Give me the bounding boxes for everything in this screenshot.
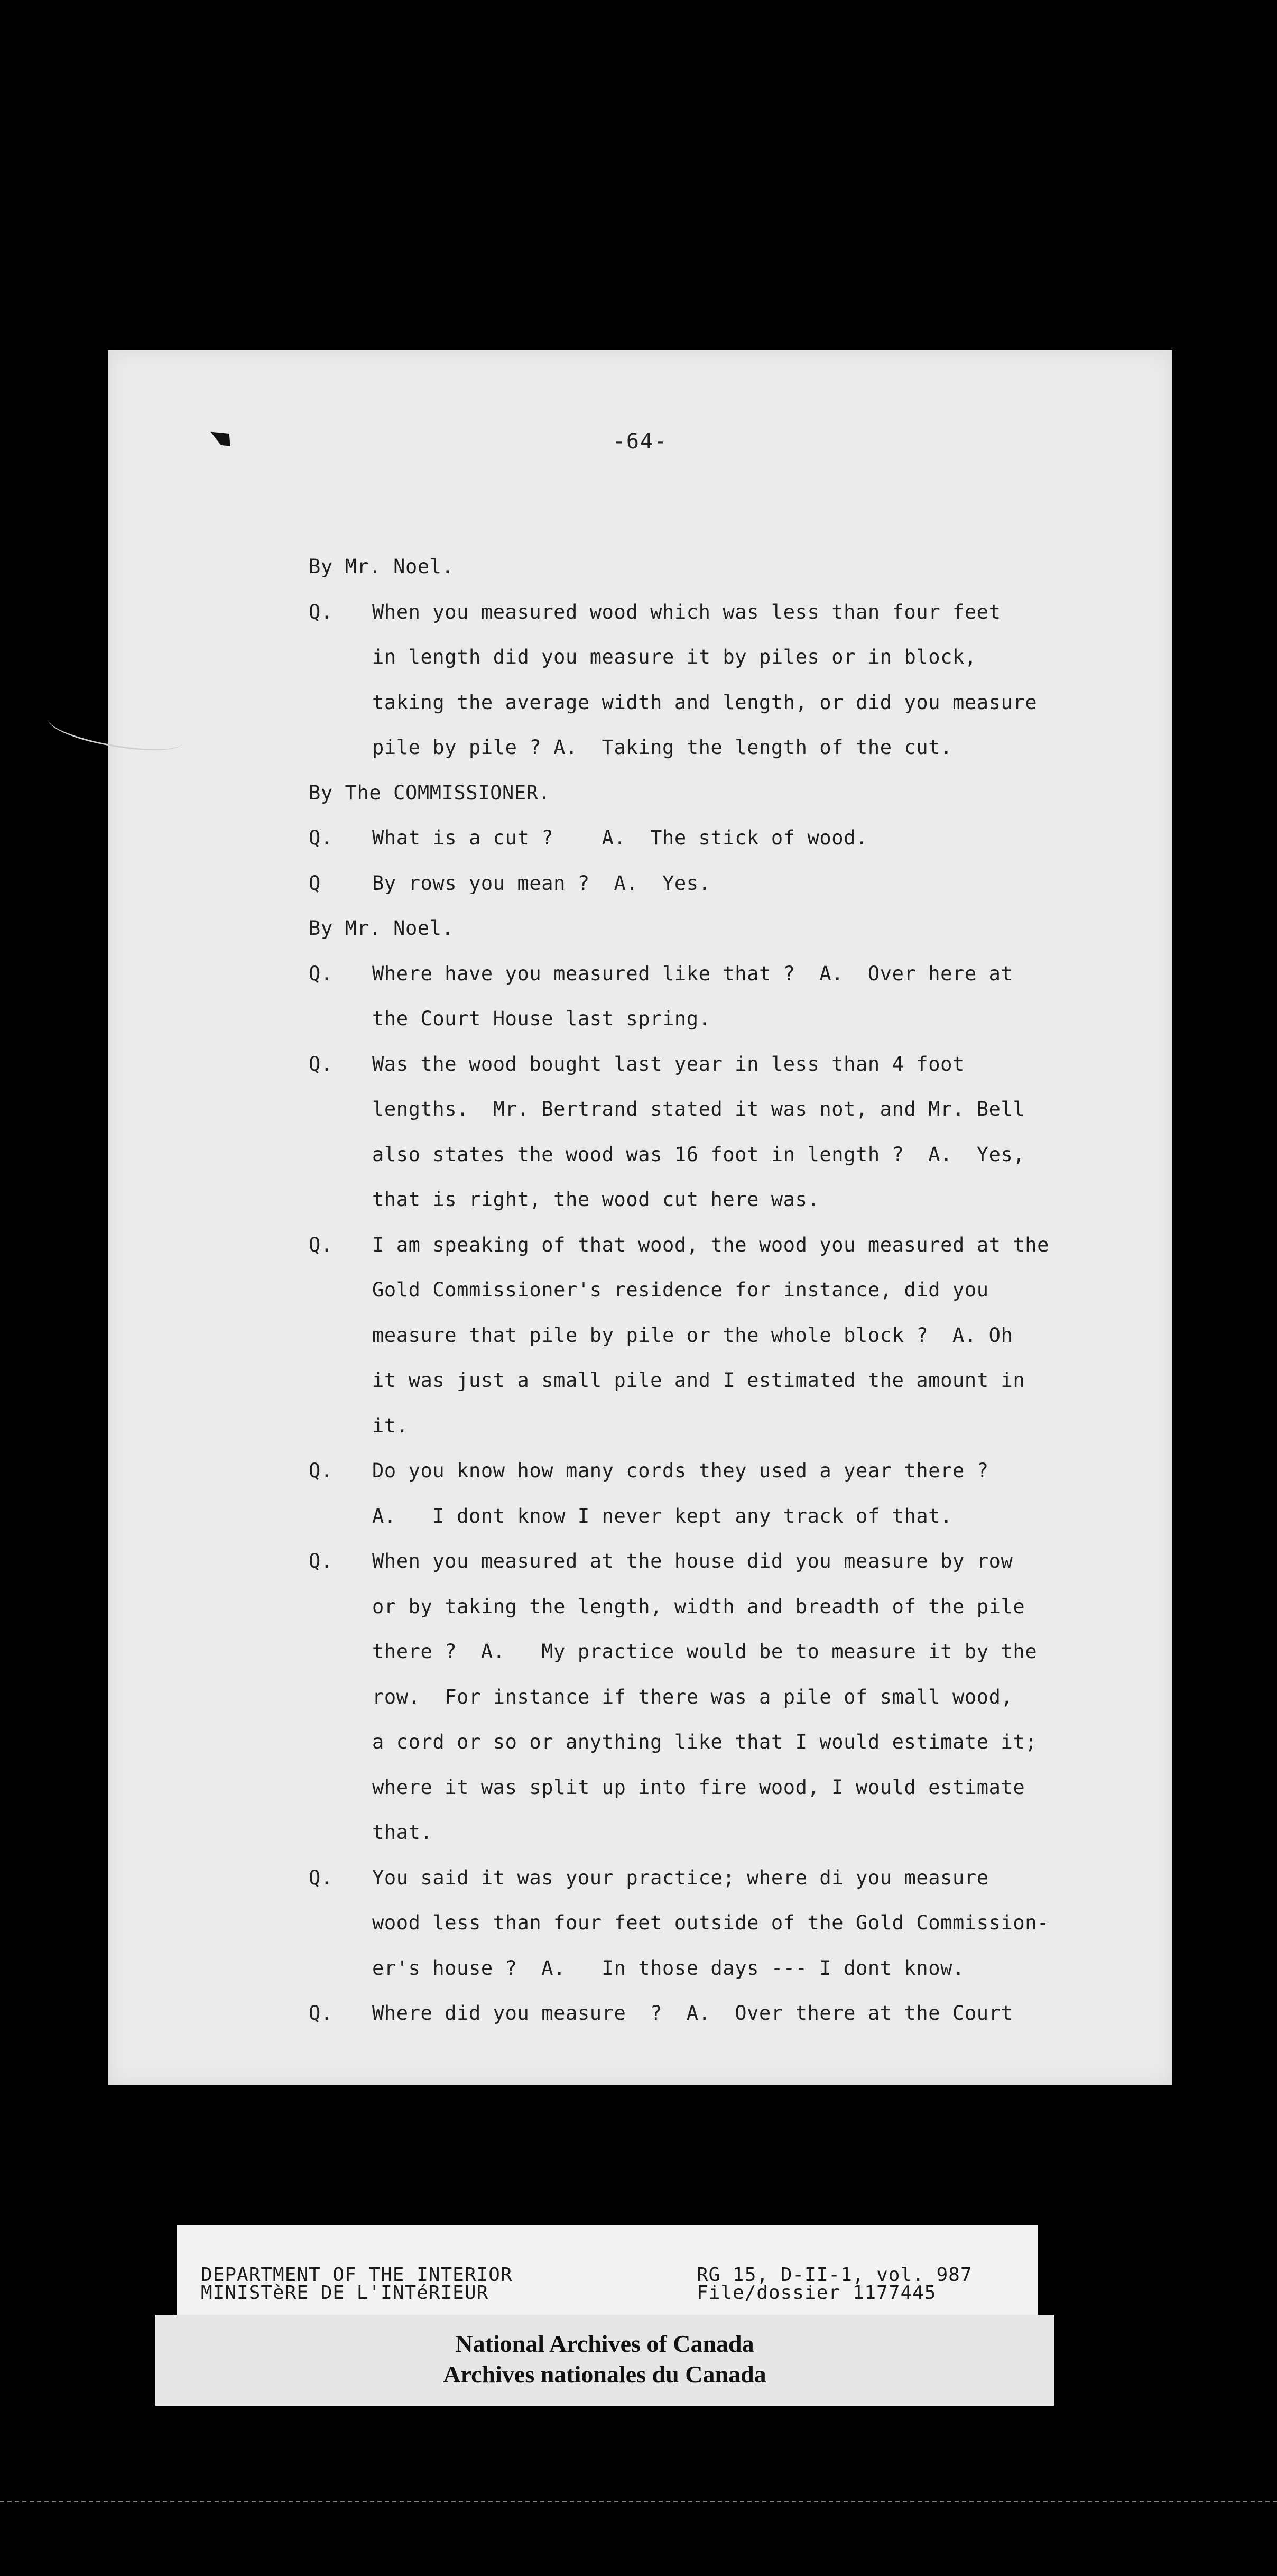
transcript-line: I am speaking of that wood, the wood you measured at the xyxy=(372,1233,1050,1256)
transcript-line: A. I dont know I never kept any track of that. xyxy=(372,1504,953,1528)
question-marker: Q. xyxy=(309,600,333,623)
speaker-label: By Mr. Noel. xyxy=(309,917,454,940)
ref-line-2: File/dossier 1177445 xyxy=(697,2282,937,2304)
transcript-line: it was just a small pile and I estimated the amount in xyxy=(372,1369,1025,1392)
question-marker: Q. xyxy=(309,1866,333,1889)
transcript-line: What is a cut ? A. The stick of wood. xyxy=(372,826,868,849)
speaker-label: By Mr. Noel. xyxy=(309,555,454,578)
transcript-line: When you measured at the house did you measure by row xyxy=(372,1550,1013,1572)
question-marker: Q. xyxy=(309,826,333,849)
question-marker: Q. xyxy=(309,1459,333,1482)
transcript-line: Gold Commissioner's residence for instance, did you xyxy=(372,1278,989,1301)
document-page xyxy=(108,350,1172,2085)
archives-strip xyxy=(155,2315,1054,2406)
transcript-line: row. For instance if there was a pile of small wood, xyxy=(372,1685,1013,1708)
transcript-line: the Court House last spring. xyxy=(372,1007,711,1030)
transcript-line: where it was split up into fire wood, I would estimate xyxy=(372,1775,1025,1799)
page-number: -64- xyxy=(612,429,668,454)
transcript-line: Do you know how many cords they used a year there ? xyxy=(372,1459,989,1482)
transcript-line: that is right, the wood cut here was. xyxy=(372,1188,820,1211)
transcript-line: measure that pile by pile or the whole block ? A. Oh xyxy=(372,1323,1013,1347)
transcript-line: in length did you measure it by piles or in block, xyxy=(372,646,977,668)
dept-fr: MINISTèRE DE L'INTéRIEUR xyxy=(201,2282,489,2304)
transcript-line: a cord or so or anything like that I would estimate it; xyxy=(372,1731,1038,1753)
transcript-line: er's house ? A. In those days --- I dont know. xyxy=(372,1956,965,1980)
dept-en: DEPARTMENT OF THE INTERIOR xyxy=(201,2264,513,2286)
bottom-rule xyxy=(0,2501,1277,2502)
transcript-line: Where did you measure ? A. Over there at the Court xyxy=(372,2002,1013,2025)
reference-strip xyxy=(177,2225,1038,2320)
transcript-line: You said it was your practice; where di you measure xyxy=(372,1866,989,1889)
transcript-line: pile by pile ? A. Taking the length of the cut. xyxy=(372,736,953,759)
question-marker: Q. xyxy=(309,1550,333,1572)
transcript-line: or by taking the length, width and breadth of the pile xyxy=(372,1595,1025,1618)
transcript-line: Was the wood bought last year in less than 4 foot xyxy=(372,1052,965,1075)
transcript-line: lengths. Mr. Bertrand stated it was not, and Mr. Bell xyxy=(372,1098,1025,1120)
transcript-line: also states the wood was 16 foot in length ? A. Yes, xyxy=(372,1143,1025,1166)
question-marker: Q. xyxy=(309,1233,333,1256)
ref-line-1: RG 15, D-II-1, vol. 987 xyxy=(697,2264,973,2286)
transcript-line: taking the average width and length, or did you measure xyxy=(372,691,1038,714)
speaker-label: By The COMMISSIONER. xyxy=(309,781,551,804)
transcript-line: Where have you measured like that ? A. Over here at xyxy=(372,962,1013,985)
question-marker: Q xyxy=(309,871,321,895)
transcript-line: it. xyxy=(372,1414,409,1437)
transcript-line: When you measured wood which was less than four feet xyxy=(372,600,1001,623)
transcript-line: there ? A. My practice would be to measure it by the xyxy=(372,1640,1038,1663)
archives-fr: Archives nationales du Canada xyxy=(443,2361,766,2388)
question-marker: Q. xyxy=(309,1052,333,1075)
question-marker: Q. xyxy=(309,962,333,985)
transcript-line: By rows you mean ? A. Yes. xyxy=(372,871,711,895)
transcript-line: wood less than four feet outside of the Gold Commission- xyxy=(372,1911,1050,1934)
transcript-line: that. xyxy=(372,1821,433,1844)
archives-en: National Archives of Canada xyxy=(455,2330,754,2357)
question-marker: Q. xyxy=(309,2002,333,2025)
